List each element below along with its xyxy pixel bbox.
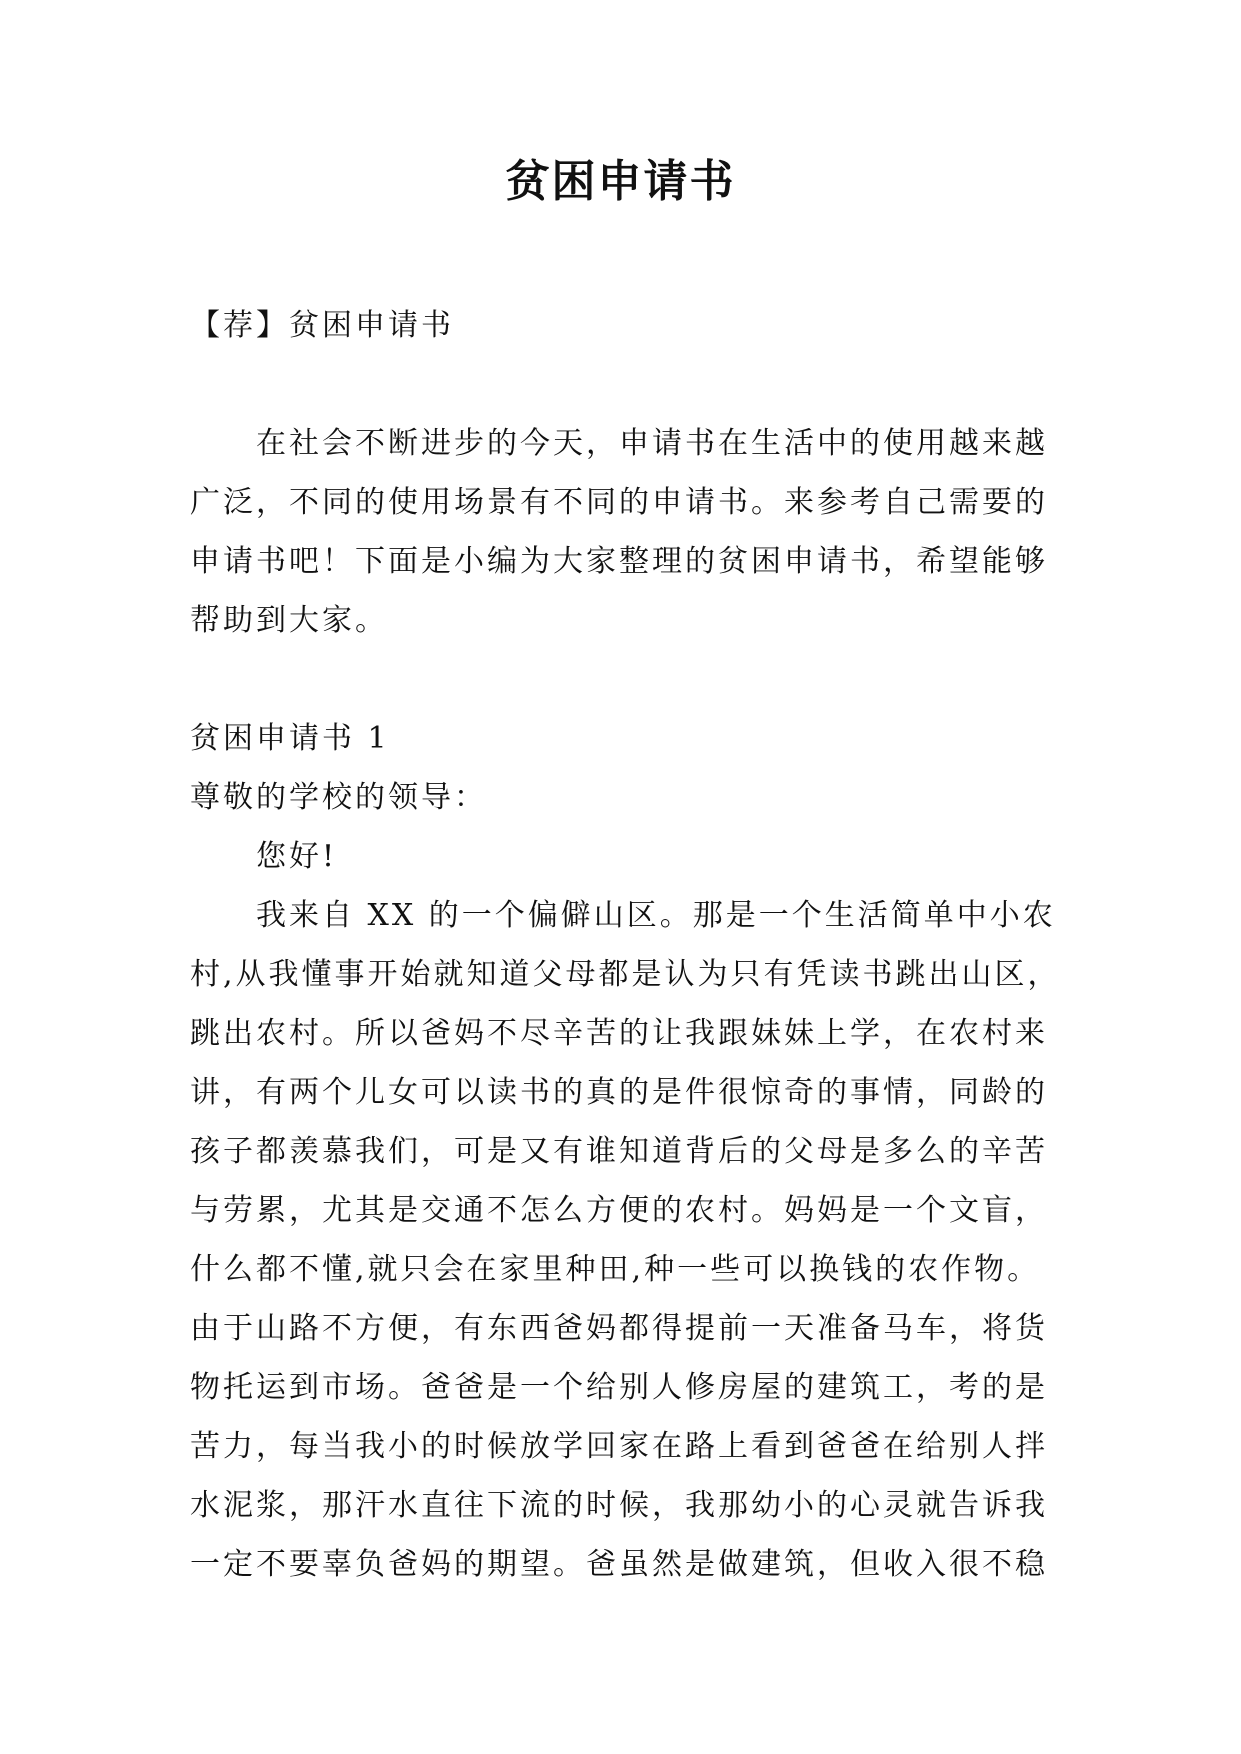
body-line: 由于山路不方便，有东西爸妈都得提前一天准备马车，将货 [190,1311,1048,1346]
document-body [190,296,1061,1594]
spacer [190,650,1050,709]
body-line: 孩子都羡慕我们，可是又有谁知道背后的父母是多么的辛苦 [190,1134,1048,1169]
intro-line: 广泛，不同的使用场景有不同的申请书。来参考自己需要的 [190,485,1048,520]
spacer [190,355,1050,414]
intro-line: 申请书吧！下面是小编为大家整理的贫困申请书，希望能够 [190,544,1048,579]
document-title: 贫困申请书 [505,156,736,207]
intro-line: 在社会不断进步的今天，申请书在生活中的使用越来越 [256,426,1048,461]
body-line: 跳出农村。所以爸妈不尽辛苦的让我跟妹妹上学，在农村来 [190,1016,1048,1051]
body-line: 一定不要辜负爸妈的期望。爸虽然是做建筑，但收入很不稳 [190,1547,1048,1582]
body-line: 苦力，每当我小的时候放学回家在路上看到爸爸在给别人拌 [190,1429,1048,1464]
salutation: 尊敬的学校的领导： [190,780,487,815]
body-line: 与劳累，尤其是交通不怎么方便的农村。妈妈是一个文盲， [190,1193,1048,1228]
intro-line: 帮助到大家。 [190,603,388,638]
body-line: 村,从我懂事开始就知道父母都是认为只有凭读书跳出山区， [190,957,1061,992]
body-line: 什么都不懂,就只会在家里种田,种一些可以换钱的农作物。 [190,1252,1041,1287]
subtitle: 【荐】贫困申请书 [190,308,454,343]
section-heading: 贫困申请书 1 [190,721,390,756]
greeting: 您好! [256,839,338,874]
body-line: 物托运到市场。爸爸是一个给别人修房屋的建筑工，考的是 [190,1370,1048,1405]
body-line: 水泥浆，那汗水直往下流的时候，我那幼小的心灵就告诉我 [190,1488,1048,1523]
body-line: 我来自 XX 的一个偏僻山区。那是一个生活简单中小农 [256,898,1056,933]
body-line: 讲，有两个儿女可以读书的真的是件很惊奇的事情，同龄的 [190,1075,1048,1110]
